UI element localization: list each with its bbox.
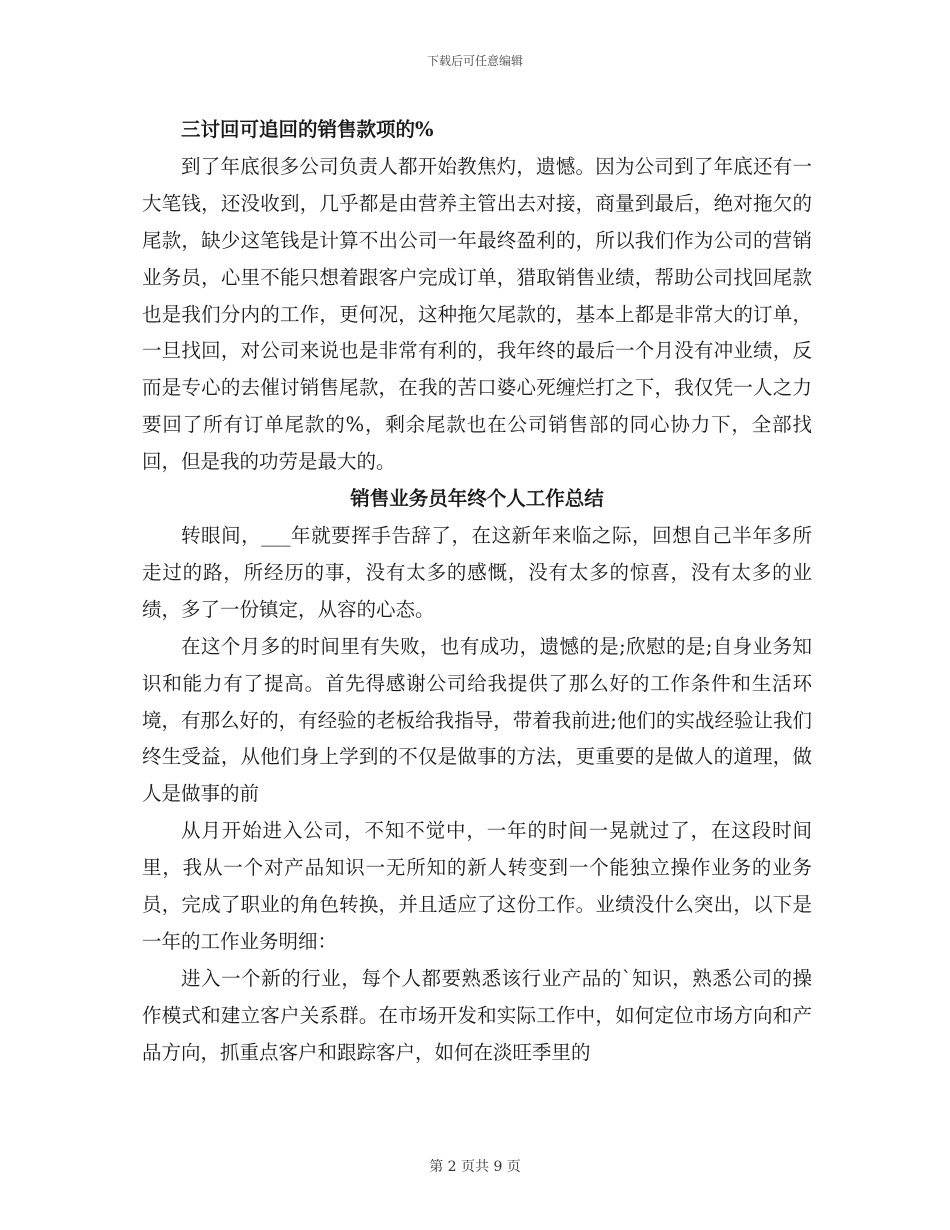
page-number: 第 2 页共 9 页 [429, 1159, 521, 1175]
paragraph: 进入一个新的行业，每个人都要熟悉该行业产品的`知识，熟悉公司的操作模式和建立客户关系群。在市场开发和实际工作中，如何定位市场方向和产品方向，抓重点客户和跟踪客户，如何在淡旺季里的 [142, 966, 812, 1064]
section-heading: 三讨回可追回的销售款项的% [181, 118, 434, 141]
page-header: 下载后可任意编辑 [426, 54, 523, 68]
paragraph: 在这个月多的时间里有失败，也有成功，遗憾的是;欣慰的是;自身业务知识和能力有了提高。首先得感谢公司给我提供了那么好的工作条件和生活环境，有那么好的，有经验的老板给我指导，带着我前进;他们的实战经验让我们终生受益，从他们身上学到的不仅是做事的方法，更重要的是做人的道理，做人是做事的前 [142, 634, 812, 806]
paragraph: 从月开始进入公司，不知不觉中，一年的时间一晃就过了，在这段时间里，我从一个对产品知识一无所知的新人转变到一个能独立操作业务的业务员，完成了职业的角色转换，并且适应了这份工作。业绩没什么突出，以下是一年的工作业务明细： [142, 819, 812, 953]
paragraph: 到了年底很多公司负责人都开始教焦灼，遗憾。因为公司到了年底还有一大笔钱，还没收到，几乎都是由营养主管出去对接，商量到最后，绝对拖欠的尾款，缺少这笔钱是计算不出公司一年最终盈利的，所以我们作为公司的营销业务员，心里不能只想着跟客户完成订单，猎取销售业绩，帮助公司找回尾款也是我们分内的工作，更何况，这种拖欠尾款的，基本上都是非常大的订单，一旦找回，对公司来说也是非常有利的，我年终的最后一个月没有冲业绩，反而是专心的去催讨销售尾款，在我的苦口婆心死缠烂打之下，我仅凭一人之力要回了所有订单尾款的%，剩余尾款也在公司销售部的同心协力下，全部找回，但是我的功劳是最大的。 [142, 154, 812, 474]
document-title: 销售业务员年终个人工作总结 [350, 487, 604, 511]
paragraph: 转眼间，___年就要挥手告辞了，在这新年来临之际，回想自己半年多所走过的路，所经历的事，没有太多的感慨，没有太多的惊喜，没有太多的业绩，多了一份镇定，从容的心态。 [142, 523, 812, 621]
document-body [142, 112, 812, 1072]
